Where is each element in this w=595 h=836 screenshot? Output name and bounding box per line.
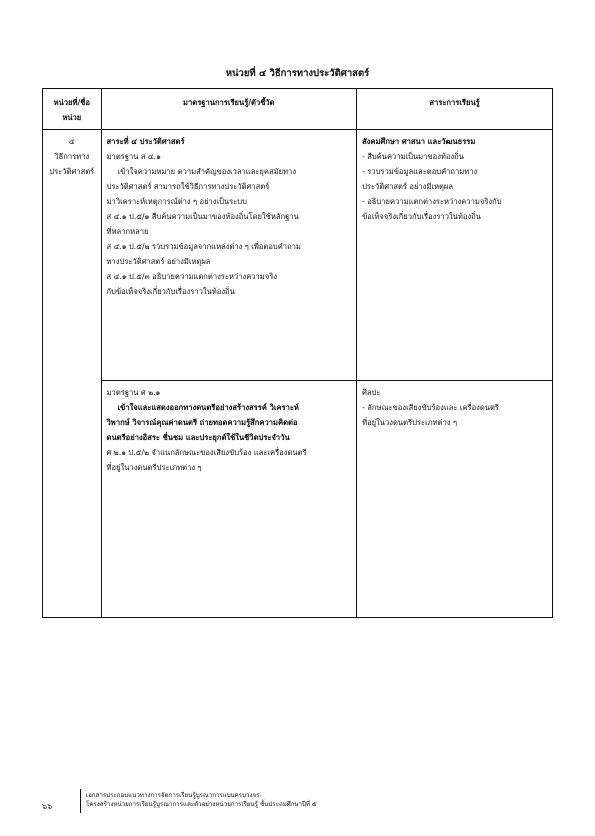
footer-text	[86, 791, 317, 809]
table-row	[43, 130, 553, 381]
table-row	[43, 381, 553, 618]
unit-name-line: ประวัติศาสตร์	[49, 167, 95, 176]
standard-code: มาตรฐาน ส ๔.๑	[106, 152, 161, 161]
content-item: - สืบค้นความเป็นมาของท้องถิ่น	[362, 152, 464, 161]
standard-text: ดนตรีอย่างอิสระ ชื่นชม และประยุกต์ใช้ในชีวิตประจำวัน	[106, 433, 290, 442]
header-content: สาระการเรียนรู้	[357, 89, 553, 130]
unit-number: ๔	[68, 137, 75, 146]
indicator-text: ส ๔.๑ ป.๕/๓ อธิบายความแตกต่างระหว่างความจริง	[106, 272, 278, 281]
content-subject: ศิลปะ	[362, 388, 381, 397]
unit-cell	[43, 130, 102, 618]
standard-cell	[101, 381, 357, 618]
content-cell	[357, 381, 553, 618]
content-item: ประวัติศาสตร์ อย่างมีเหตุผล	[362, 182, 454, 191]
standard-code: มาตรฐาน ศ ๒.๑	[106, 388, 161, 397]
footer-line: โครงสร้างหน่วยการเรียนรู้บูรณาการและตัวอย่างหน่วยการเรียนรู้ ชั้นประถมศึกษาปีที่ ๕	[86, 801, 317, 808]
content-subject: สังคมศึกษา ศาสนา และวัฒนธรรม	[362, 137, 476, 146]
indicator-text: ส ๔.๑ ป.๕/๑ สืบค้นความเป็นมาของท้องถิ่นโดยใช้หลักฐาน	[106, 212, 299, 221]
indicator-text: ที่อยู่ในวงดนตรีประเภทต่าง ๆ	[106, 463, 202, 472]
curriculum-table	[42, 88, 553, 618]
standard-text: ประวัติศาสตร์ สามารถใช้วิธีการทางประวัติศาสตร์	[106, 182, 270, 191]
content-item: - อธิบายความแตกต่างระหว่างความจริงกับ	[362, 197, 502, 206]
standard-text: เข้าใจและแสดงออกทางดนตรีอย่างสร้างสรรค์ วิเคราะห์	[117, 403, 299, 412]
indicator-text: กับข้อเท็จจริงเกี่ยวกับเรื่องราวในท้องถิ่น	[106, 287, 235, 296]
content-item: ข้อเท็จจริงเกี่ยวกับเรื่องราวในท้องถิ่น	[362, 212, 481, 221]
footer-line: เอกสารประกอบแนวทางการจัดการเรียนรู้บูรณาการแบบครบวงจร	[86, 792, 260, 799]
table-header-row	[43, 89, 553, 130]
unit-name-line: วิธีการทาง	[54, 152, 90, 161]
content-item: ที่อยู่ในวงดนตรีประเภทต่าง ๆ	[362, 418, 458, 427]
content-item: - ลักษณะของเสียงขับร้องและ เครื่องดนตรี	[362, 403, 500, 412]
standard-text: วิพากษ์ วิจารณ์คุณค่าดนตรี ถ่ายทอดความรู้สึกความคิดต่อ	[106, 418, 298, 427]
standard-cell	[101, 130, 357, 381]
content-item: - รวบรวมข้อมูลและตอบคำถามทาง	[362, 167, 478, 176]
page-title: หน่วยที่ ๔ วิธีการทางประวัติศาสตร์	[225, 68, 370, 79]
footer-divider	[80, 789, 81, 813]
standard-text: เข้าใจความหมาย ความสำคัญของเวลาและยุคสมัยทาง	[117, 167, 297, 176]
indicator-text: ส ๔.๑ ป.๕/๒ รวบรวมข้อมูลจากแหล่งต่าง ๆ เพื่อตอบคำถาม	[106, 242, 301, 251]
indicator-text: ทางประวัติศาสตร์ อย่างมีเหตุผล	[106, 257, 211, 266]
header-standard: มาตรฐานการเรียนรู้/ตัวชี้วัด	[101, 89, 357, 130]
strand-title: สาระที่ ๔ ประวัติศาสตร์	[106, 137, 185, 146]
header-unit: หน่วยที่/ชื่อหน่วย	[43, 89, 102, 130]
page-number: ๖๖	[42, 802, 53, 811]
content-cell	[357, 130, 553, 381]
indicator-text: ที่หลากหลาย	[106, 227, 149, 236]
standard-text: มาวิเคราะห์เหตุการณ์ต่าง ๆ อย่างเป็นระบบ	[106, 197, 247, 206]
indicator-text: ศ ๒.๑ ป.๕/๒ จำแนกลักษณะของเสียงขับร้อง และเครื่องดนตรี	[106, 448, 307, 457]
